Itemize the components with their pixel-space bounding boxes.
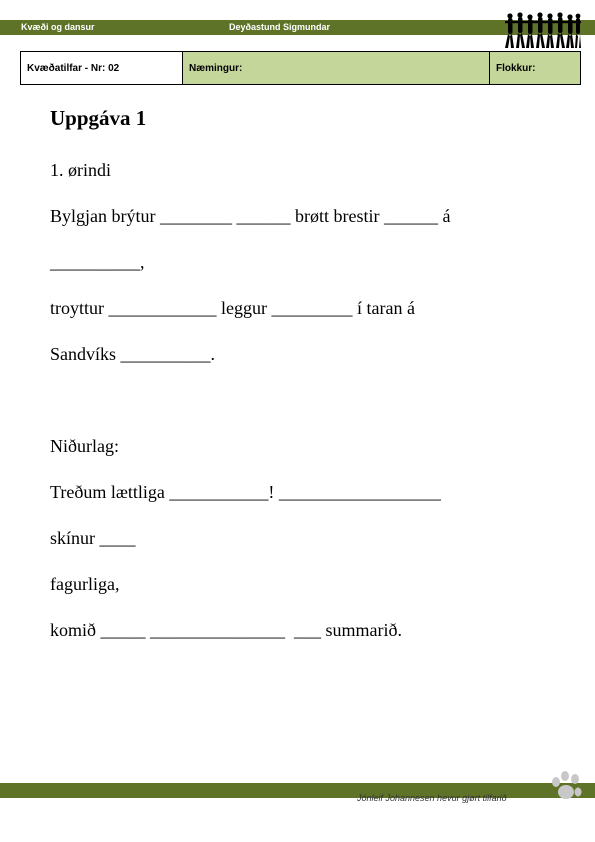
verse-line: __________, <box>50 252 145 272</box>
refrain-line: komið _____ _______________ ___ summarið. <box>50 620 402 640</box>
page-title: Uppgáva 1 <box>50 106 147 130</box>
student-name-field[interactable]: Næmingur: <box>183 52 490 84</box>
paw-icon <box>548 770 584 802</box>
header-subject: Kvæði og dansur <box>21 22 95 32</box>
verse-heading: 1. ørindi <box>50 160 111 180</box>
header-topic: Deyðastund Sigmundar <box>229 22 331 32</box>
verse-line: Bylgjan brýtur ________ ______ brøtt brestir ______ á <box>50 206 451 226</box>
refrain-line: skínur ____ <box>50 528 136 548</box>
assignment-number: Kvæðatilfar - Nr: 02 <box>21 52 183 84</box>
refrain-heading: Niðurlag: <box>50 436 119 456</box>
student-info-box <box>20 51 581 85</box>
refrain-line: Treðum lættliga ___________! __________________ <box>50 482 441 502</box>
verse-line: Sandvíks __________. <box>50 344 216 364</box>
refrain-line: fagurliga, <box>50 574 120 594</box>
verse-line: troyttur ____________ leggur _________ í taran á <box>50 298 415 318</box>
dancers-icon <box>505 10 581 50</box>
footer-credit: Jónleif Johannesen hevur gjørt tilfarið <box>357 793 507 803</box>
group-field[interactable]: Flokkur: <box>490 52 580 84</box>
